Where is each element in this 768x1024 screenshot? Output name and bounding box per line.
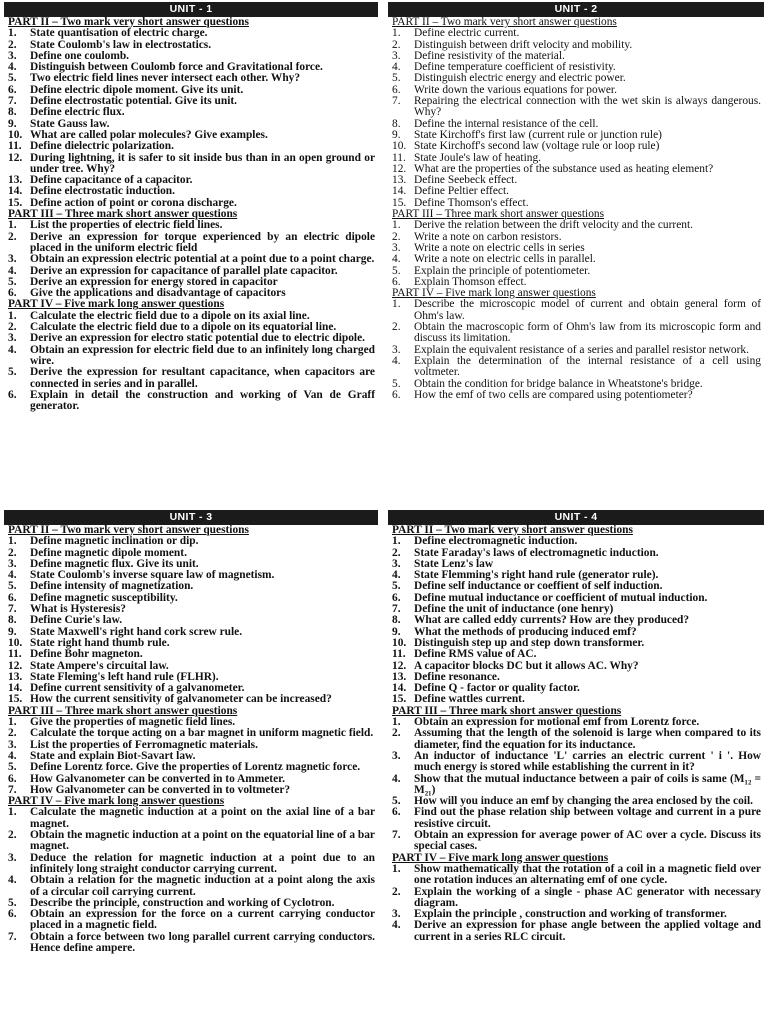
question-text: State Fleming's left hand rule (FLHR).	[30, 670, 219, 683]
question-number: 5.	[8, 896, 17, 909]
question-text: Define resonance.	[414, 670, 500, 683]
question-text: Define the unit of inductance (one henry)	[414, 603, 614, 616]
question-item	[8, 107, 375, 118]
question-number: 5.	[392, 580, 401, 593]
question-item	[392, 649, 761, 660]
question-number: 4.	[392, 354, 401, 367]
question-number: 10.	[392, 140, 407, 153]
question-text: Define current sensitivity of a galvanometer.	[30, 682, 245, 695]
question-number: 13.	[8, 670, 23, 683]
question-text: Write a note on carbon resistors.	[414, 230, 562, 243]
question-text: Find out the phase relation ship between voltage and current in a pure resistive circuit.	[414, 806, 761, 830]
question-item	[8, 367, 375, 390]
question-item	[392, 536, 761, 547]
section-title: PART III – Three mark short answer questions	[392, 208, 605, 221]
question-text: Distinguish electric energy and electric power.	[414, 72, 626, 85]
question-text: Obtain a relation for the magnetic induction at a point along the axis of a circular coil carrying current.	[30, 874, 375, 898]
question-text: State Joule's law of heating.	[414, 151, 542, 164]
section-title: PART III – Three mark short answer questions	[8, 208, 238, 221]
question-number: 6.	[392, 388, 401, 401]
question-number: 2.	[392, 230, 401, 243]
section-title: PART III – Three mark short answer questions	[392, 704, 622, 717]
question-number: 15.	[392, 196, 407, 209]
question-text: Calculate the electric field due to a dipole on its axial line.	[30, 309, 310, 322]
question-number: 3.	[392, 343, 401, 356]
question-item	[8, 28, 375, 39]
question-item	[392, 28, 761, 39]
section-title: PART IV – Five mark long answer questions	[8, 795, 225, 808]
question-section	[392, 17, 761, 209]
unit-title: UNIT - 2	[388, 2, 764, 17]
question-text: Calculate the electric field due to a dipole on its equatorial line.	[30, 321, 337, 334]
question-item	[392, 615, 761, 626]
question-number: 5.	[392, 795, 401, 808]
question-number: 5.	[392, 264, 401, 277]
question-text: State Faraday's laws of electromagnetic induction.	[414, 546, 659, 559]
question-text: Define magnetic flux. Give its unit.	[30, 557, 199, 570]
unit-title: UNIT - 4	[388, 510, 764, 525]
question-text: Two electric field lines never intersect each other. Why?	[30, 72, 301, 85]
question-number: 11.	[392, 648, 406, 661]
question-number: 7.	[8, 783, 17, 796]
question-text: Define electrostatic potential. Give its unit.	[30, 95, 237, 108]
question-number: 14.	[392, 185, 407, 198]
question-text: What the methods of producing induced emf?	[414, 625, 637, 638]
question-text: Define Bohr magneton.	[30, 648, 143, 661]
question-number: 7.	[392, 95, 401, 108]
question-number: 3.	[392, 749, 401, 762]
question-item	[8, 254, 375, 265]
question-item	[8, 141, 375, 152]
question-number: 13.	[392, 670, 407, 683]
question-number: 6.	[392, 591, 401, 604]
question-number: 4.	[392, 772, 401, 785]
question-text: Derive an expression for phase angle between the applied voltage and current in a series RLC circuit.	[414, 919, 761, 943]
question-text: Define temperature coefficient of resistivity.	[414, 61, 616, 74]
question-item	[392, 141, 761, 152]
question-number: 12.	[8, 659, 23, 672]
question-number: 5.	[8, 580, 17, 593]
unit-content	[4, 525, 378, 954]
question-number: 4.	[392, 61, 401, 74]
question-number: 7.	[8, 930, 17, 943]
question-number: 9.	[392, 625, 401, 638]
question-number: 4.	[8, 343, 17, 356]
question-item	[8, 875, 375, 898]
question-text: Explain the determination of the internal resistance of a cell using voltmeter.	[414, 354, 761, 379]
question-number: 7.	[8, 95, 17, 108]
section-title: PART IV – Five mark long answer questions	[392, 851, 609, 864]
question-number: 8.	[392, 117, 401, 130]
question-text: List the properties of electric field lines.	[30, 219, 223, 232]
question-item	[392, 254, 761, 265]
question-number: 2.	[392, 885, 401, 898]
unit-3-panel	[4, 510, 378, 1024]
question-number: 3.	[8, 49, 17, 62]
question-text: How Galvanometer can be converted in to voltmeter?	[30, 783, 291, 796]
question-item	[8, 909, 375, 932]
question-number: 12.	[392, 162, 407, 175]
question-number: 5.	[392, 72, 401, 85]
question-item	[392, 220, 761, 231]
question-section	[8, 796, 375, 954]
question-text: Repairing the electrical connection with the wet skin is always dangerous. Why?	[414, 95, 761, 119]
question-text: What is Hysteresis?	[30, 603, 126, 616]
question-number: 3.	[392, 241, 401, 254]
question-number: 4.	[392, 919, 401, 932]
question-item	[8, 390, 375, 413]
question-text: Define dielectric polarization.	[30, 140, 174, 153]
question-number: 6.	[8, 287, 17, 300]
question-text: Obtain an expression for average power of AC over a cycle. Discuss its special cases.	[414, 829, 761, 853]
question-number: 8.	[8, 106, 17, 119]
question-number: 2.	[392, 321, 401, 334]
question-section	[392, 209, 761, 288]
unit-content	[4, 17, 378, 412]
section-title: PART II – Two mark very short answer questions	[8, 524, 249, 536]
question-number: 7.	[392, 603, 401, 616]
question-text: Derive an expression for electro static potential due to electric dipole.	[30, 332, 365, 345]
question-section	[392, 288, 761, 401]
question-item	[392, 774, 761, 797]
question-section	[8, 706, 375, 796]
question-text: A capacitor blocks DC but it allows AC. Why?	[414, 659, 639, 672]
question-number: 1.	[8, 806, 17, 819]
question-text: List the properties of Ferromagnetic materials.	[30, 738, 258, 751]
question-number: 3.	[8, 851, 17, 864]
question-number: 2.	[392, 727, 401, 740]
question-number: 11.	[392, 151, 406, 164]
question-text: Define electric flux.	[30, 106, 125, 119]
question-text: How the current sensitivity of galvanometer can be increased?	[30, 693, 332, 706]
question-text: Define magnetic susceptibility.	[30, 591, 178, 604]
question-text: Define self inductance or coeffient of self induction.	[414, 580, 663, 593]
question-number: 4.	[8, 569, 17, 582]
question-text: State Coulomb's inverse square law of magnetism.	[30, 569, 275, 582]
question-text: Describe the microscopic model of current and obtain general form of Ohm's law.	[414, 298, 761, 322]
question-number: 5.	[8, 761, 17, 774]
question-number: 1.	[392, 716, 401, 729]
question-text: Define magnetic inclination or dip.	[30, 535, 199, 548]
question-item	[8, 220, 375, 231]
question-number: 14.	[392, 682, 407, 695]
question-text: How will you induce an emf by changing the area enclosed by the coil.	[414, 795, 753, 808]
question-text: Define wattles current.	[414, 693, 525, 706]
question-item	[392, 864, 761, 887]
question-number: 8.	[8, 614, 17, 627]
question-text: Define electric current.	[414, 27, 520, 40]
question-number: 5.	[392, 377, 401, 390]
question-number: 6.	[8, 591, 17, 604]
question-item	[392, 299, 761, 322]
question-number: 6.	[8, 908, 17, 921]
question-text: How the emf of two cells are compared using potentiometer?	[414, 388, 693, 401]
question-item	[8, 807, 375, 830]
question-text: Define Peltier effect.	[414, 185, 509, 198]
question-text: State Ampere's circuital law.	[30, 659, 169, 672]
question-number: 4.	[392, 569, 401, 582]
question-text: Define magnetic dipole moment.	[30, 546, 187, 559]
section-title: PART IV – Five mark long answer questions	[8, 298, 225, 311]
question-section	[8, 17, 375, 209]
question-number: 12.	[392, 659, 407, 672]
unit-title: UNIT - 1	[4, 2, 378, 17]
question-number: 1.	[392, 535, 401, 548]
question-number: 4.	[8, 61, 17, 74]
question-text: Define intensity of magnetization.	[30, 580, 194, 593]
question-number: 4.	[8, 749, 17, 762]
question-text: State quantisation of electric charge.	[30, 27, 208, 40]
question-text: Assuming that the length of the solenoid is large when compared to its diameter, find the equation for its inductance.	[414, 727, 761, 751]
section-title: PART II – Two mark very short answer questions	[392, 16, 617, 28]
question-number: 4.	[8, 874, 17, 887]
question-number: 1.	[8, 309, 17, 322]
question-text: Distinguish between drift velocity and mobility.	[414, 38, 633, 51]
question-number: 15.	[8, 693, 23, 706]
section-title: PART II – Two mark very short answer questions	[8, 16, 249, 28]
question-text: Explain the equivalent resistance of a series and parallel resistor network.	[414, 343, 749, 356]
question-text: Explain the working of a single - phase AC generator with necessary diagram.	[414, 885, 761, 909]
question-number: 7.	[392, 829, 401, 842]
question-number: 11.	[8, 648, 22, 661]
section-title: PART II – Two mark very short answer questions	[392, 524, 633, 536]
question-section	[392, 525, 761, 706]
question-number: 15.	[392, 693, 407, 706]
question-number: 5.	[8, 72, 17, 85]
question-number: 1.	[392, 219, 401, 232]
question-text: Obtain the condition for bridge balance in Wheatstone's bridge.	[414, 377, 703, 390]
question-number: 5.	[8, 275, 17, 288]
question-number: 10.	[8, 636, 23, 649]
question-item	[8, 728, 375, 739]
question-text: How Galvanometer can be converted in to Ammeter.	[30, 772, 285, 785]
question-number: 10.	[392, 636, 407, 649]
question-number: 14.	[8, 185, 23, 198]
question-number: 3.	[8, 253, 17, 266]
question-number: 9.	[8, 117, 17, 130]
unit-4-panel	[388, 510, 764, 1024]
question-number: 9.	[392, 128, 401, 141]
question-item	[392, 807, 761, 830]
question-text: Obtain the macroscopic form of Ohm's law from its microscopic form and discuss its limitation.	[414, 321, 761, 345]
question-text: Write a note on electric cells in parallel.	[414, 253, 596, 266]
question-text: State right hand thumb rule.	[30, 636, 170, 649]
question-number: 8.	[392, 614, 401, 627]
question-number: 2.	[8, 38, 17, 51]
question-text: Distinguish between Coulomb force and Gravitational force.	[30, 61, 323, 74]
question-text: Give the properties of magnetic field lines.	[30, 716, 236, 729]
question-text: Define Seebeck effect.	[414, 174, 518, 187]
question-number: 4.	[8, 264, 17, 277]
question-text: Define RMS value of AC.	[414, 648, 537, 661]
question-text: Obtain an expression for motional emf from Lorentz force.	[414, 716, 700, 729]
question-item	[392, 322, 761, 345]
question-text: During lightning, it is safer to sit inside bus than in an open ground or under tree. Why?	[30, 151, 375, 175]
question-text: What are called polar molecules? Give examples.	[30, 128, 268, 141]
question-number: 1.	[8, 535, 17, 548]
question-text: State and explain Biot-Savart law.	[30, 749, 196, 762]
question-number: 3.	[392, 908, 401, 921]
question-item	[392, 96, 761, 119]
question-number: 3.	[8, 332, 17, 345]
question-number: 15.	[8, 196, 23, 209]
question-text: Define one coulomb.	[30, 49, 130, 62]
question-number: 9.	[8, 625, 17, 638]
question-section	[392, 853, 761, 943]
question-text: Give the applications and disadvantage of capacitors	[30, 287, 286, 300]
question-text: Derive an expression for energy stored in capacitor	[30, 275, 278, 288]
question-text: Derive an expression for torque experienced by an electric dipole placed in the uniform electric field	[30, 230, 375, 254]
question-text: State Kirchoff's second law (voltage rule or loop rule)	[414, 140, 660, 153]
question-item	[8, 649, 375, 660]
question-text: Define action of point or corona discharge.	[30, 196, 237, 209]
question-text: Deduce the relation for magnetic induction at a point due to an infinitely long straight conductor carrying current.	[30, 851, 375, 875]
question-item	[8, 153, 375, 176]
question-text: Obtain an expression for electric field due to an infinitely long charged wire.	[30, 343, 375, 367]
question-number: 2.	[8, 321, 17, 334]
question-number: 2.	[392, 546, 401, 559]
question-text: Define Q - factor or quality factor.	[414, 682, 580, 695]
question-text: Show mathematically that the rotation of a coil in a magnetic field over one rotation induces an alternating emf of one cycle.	[414, 862, 761, 887]
question-item	[8, 932, 375, 955]
question-number: 6.	[8, 83, 17, 96]
question-number: 2.	[8, 546, 17, 559]
question-text: Obtain an expression for the force on a current carrying conductor placed in a magnetic field.	[30, 908, 375, 932]
question-number: 2.	[8, 727, 17, 740]
question-number: 11.	[8, 140, 22, 153]
unit-content	[388, 17, 764, 401]
question-text: Define Lorentz force. Give the properties of Lorentz magnetic force.	[30, 761, 361, 774]
question-item	[8, 830, 375, 853]
question-item	[8, 333, 375, 344]
question-number: 1.	[392, 862, 401, 875]
question-number: 12.	[8, 151, 23, 164]
question-number: 6.	[8, 388, 17, 401]
question-text: Calculate the torque acting on a bar magnet in uniform magnetic field.	[30, 727, 374, 740]
question-text: Define mutual inductance or coefficient of mutual induction.	[414, 591, 708, 604]
question-text: State Lenz's law	[414, 557, 494, 570]
question-number: 2.	[8, 829, 17, 842]
question-text: Write a note on electric cells in series	[414, 241, 585, 254]
unit-2-panel	[388, 2, 764, 492]
question-number: 3.	[8, 738, 17, 751]
question-item	[8, 615, 375, 626]
question-text: What are called eddy currents? How are they produced?	[414, 614, 690, 627]
unit-1-panel	[4, 2, 378, 492]
question-number: 1.	[392, 27, 401, 40]
question-text: Define the internal resistance of the cell.	[414, 117, 599, 130]
question-number: 10.	[8, 128, 23, 141]
question-item	[8, 232, 375, 255]
question-text: State Maxwell's right hand cork screw rule.	[30, 625, 243, 638]
question-number: 3.	[392, 557, 401, 570]
question-item	[8, 762, 375, 773]
question-text: Explain in detail the construction and working of Van de Graff generator.	[30, 388, 375, 413]
question-text: Define capacitance of a capacitor.	[30, 174, 193, 187]
question-text: Distinguish step up and step down transformer.	[414, 636, 645, 649]
question-number: 2.	[392, 38, 401, 51]
question-item	[392, 887, 761, 910]
question-text: Define Thomson's effect.	[414, 196, 529, 209]
section-title: PART IV – Five mark long answer questions	[392, 287, 596, 300]
question-text: State Flemming's right hand rule (generator rule).	[414, 569, 659, 582]
question-text: Obtain the magnetic induction at a point on the equatorial line of a bar magnet.	[30, 829, 375, 853]
question-number: 6.	[392, 806, 401, 819]
question-text: State Coulomb's law in electrostatics.	[30, 38, 212, 51]
question-number: 1.	[8, 716, 17, 729]
question-text: Calculate the magnetic induction at a point on the axial line of a bar magnet.	[30, 806, 375, 830]
question-number: 4.	[392, 253, 401, 266]
section-title: PART III – Three mark short answer questions	[8, 704, 238, 717]
question-text: Define resistivity of the material.	[414, 49, 565, 62]
question-text: Write down the various equations for power.	[414, 83, 617, 96]
question-item	[392, 920, 761, 943]
question-item	[8, 853, 375, 876]
question-number: 5.	[8, 366, 17, 379]
question-number: 1.	[392, 298, 401, 311]
question-number: 1.	[8, 27, 17, 40]
question-number: 13.	[8, 174, 23, 187]
question-text: Derive the expression for resultant capacitance, when capacitors are connected in series and in parallel.	[30, 366, 375, 390]
question-item	[8, 345, 375, 368]
question-item	[392, 751, 761, 774]
question-text: Derive the relation between the drift velocity and the current.	[414, 219, 693, 232]
question-text: Explain the principle of potentiometer.	[414, 264, 591, 277]
question-item	[392, 830, 761, 853]
question-text: Define electric dipole moment. Give its unit.	[30, 83, 244, 96]
question-item	[392, 728, 761, 751]
question-item	[392, 390, 761, 401]
question-number: 14.	[8, 682, 23, 695]
question-number: 1.	[8, 219, 17, 232]
question-text: Explain the principle , construction and working of transformer.	[414, 908, 727, 921]
question-section	[8, 525, 375, 706]
question-number: 6.	[392, 83, 401, 96]
question-text: Define electromagnetic induction.	[414, 535, 578, 548]
question-section	[392, 706, 761, 853]
unit-content	[388, 525, 764, 943]
question-text: Define electrostatic induction.	[30, 185, 175, 198]
unit-title: UNIT - 3	[4, 510, 378, 525]
question-item	[392, 356, 761, 379]
question-number: 6.	[392, 275, 401, 288]
question-section	[8, 209, 375, 299]
question-text: State Kirchoff's first law (current rule or junction rule)	[414, 128, 662, 141]
question-section	[8, 299, 375, 412]
question-text: Show that the mutual inductance between a pair of coils is same (M₁₂ = M₂₁)	[414, 772, 761, 796]
question-text: What are the properties of the substance used as heating element?	[414, 162, 714, 175]
question-number: 3.	[8, 557, 17, 570]
question-text: Obtain a force between two long parallel current carrying conductors. Hence define ampere.	[30, 930, 375, 954]
question-text: Derive an expression for capacitance of parallel plate capacitor.	[30, 264, 338, 277]
question-number: 6.	[8, 772, 17, 785]
question-text: Define Curie's law.	[30, 614, 123, 627]
question-text: An inductor of inductance 'L' carries an electric current ' i '. How much energy is stored while establishing the current in it?	[414, 749, 761, 774]
question-number: 2.	[8, 230, 17, 243]
question-number: 13.	[392, 174, 407, 187]
question-item	[8, 536, 375, 547]
question-text: Explain Thomson effect.	[414, 275, 527, 288]
question-number: 3.	[392, 49, 401, 62]
question-text: State Gauss law.	[30, 117, 110, 130]
question-number: 7.	[8, 603, 17, 616]
question-text: Obtain an expression electric potential at a point due to a point charge.	[30, 253, 375, 266]
question-text: Describe the principle, construction and working of Cyclotron.	[30, 896, 335, 909]
